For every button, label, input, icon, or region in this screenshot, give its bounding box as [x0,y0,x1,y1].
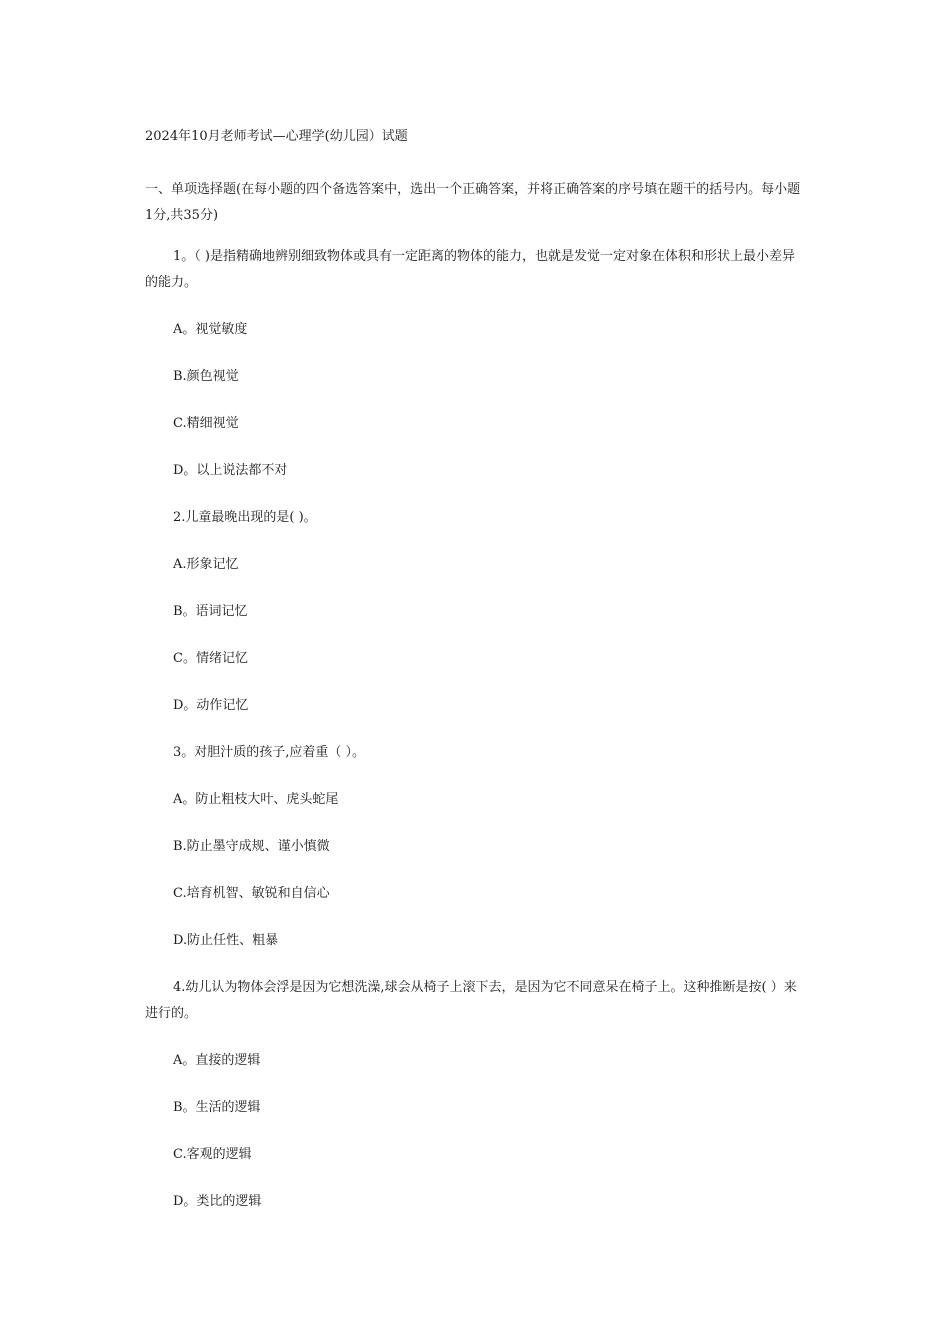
question-stem: 2.儿童最晚出现的是( )。 [173,510,317,525]
option-a: A.形象记忆 [173,557,239,572]
question-stem: 1。（ )是指精确地辨别细致物体或具有一定距离的物体的能力，也就是发觉一定对象在体积和形状上最小差异的能力。 [145,249,795,290]
option-a: A。视觉敏度 [173,322,248,337]
option-c: C。情绪记忆 [173,651,248,666]
option-b: B。语词记忆 [173,604,248,619]
question-4 [145,975,805,1215]
option-d: D。类比的逻辑 [173,1194,262,1209]
option-a: A。直接的逻辑 [173,1053,261,1068]
document-title: 2024年10月老师考试—心理学(幼儿园）试题 [145,129,408,144]
option-b: B。生活的逻辑 [173,1100,261,1115]
question-3 [145,740,805,975]
option-b: B.防止墨守成规、谨小慎微 [173,839,330,854]
option-d: D.防止任性、粗暴 [173,933,279,948]
question-1 [145,244,805,505]
question-stem: 4.幼儿认为物体会浮是因为它想洗澡,球会从椅子上滚下去，是因为它不同意呆在椅子上。这种推断是按( ）来进行的。 [145,980,797,1021]
question-list [145,244,805,1215]
option-b: B.颜色视觉 [173,369,239,384]
question-2 [145,505,805,740]
question-stem: 3。对胆汁质的孩子,应着重（ ）。 [173,745,366,760]
option-d: D。以上说法都不对 [173,463,288,478]
option-a: A。防止粗枝大叶、虎头蛇尾 [173,792,339,807]
option-c: C.精细视觉 [173,416,239,431]
option-c: C.客观的逻辑 [173,1147,252,1162]
option-c: C.培育机智、敏锐和自信心 [173,886,330,901]
section-instructions: 一、单项选择题(在每小题的四个备选答案中，选出一个正确答案，并将正确答案的序号填在题干的括号内。每小题1分,共35分) [145,182,801,223]
option-d: D。动作记忆 [173,698,249,713]
